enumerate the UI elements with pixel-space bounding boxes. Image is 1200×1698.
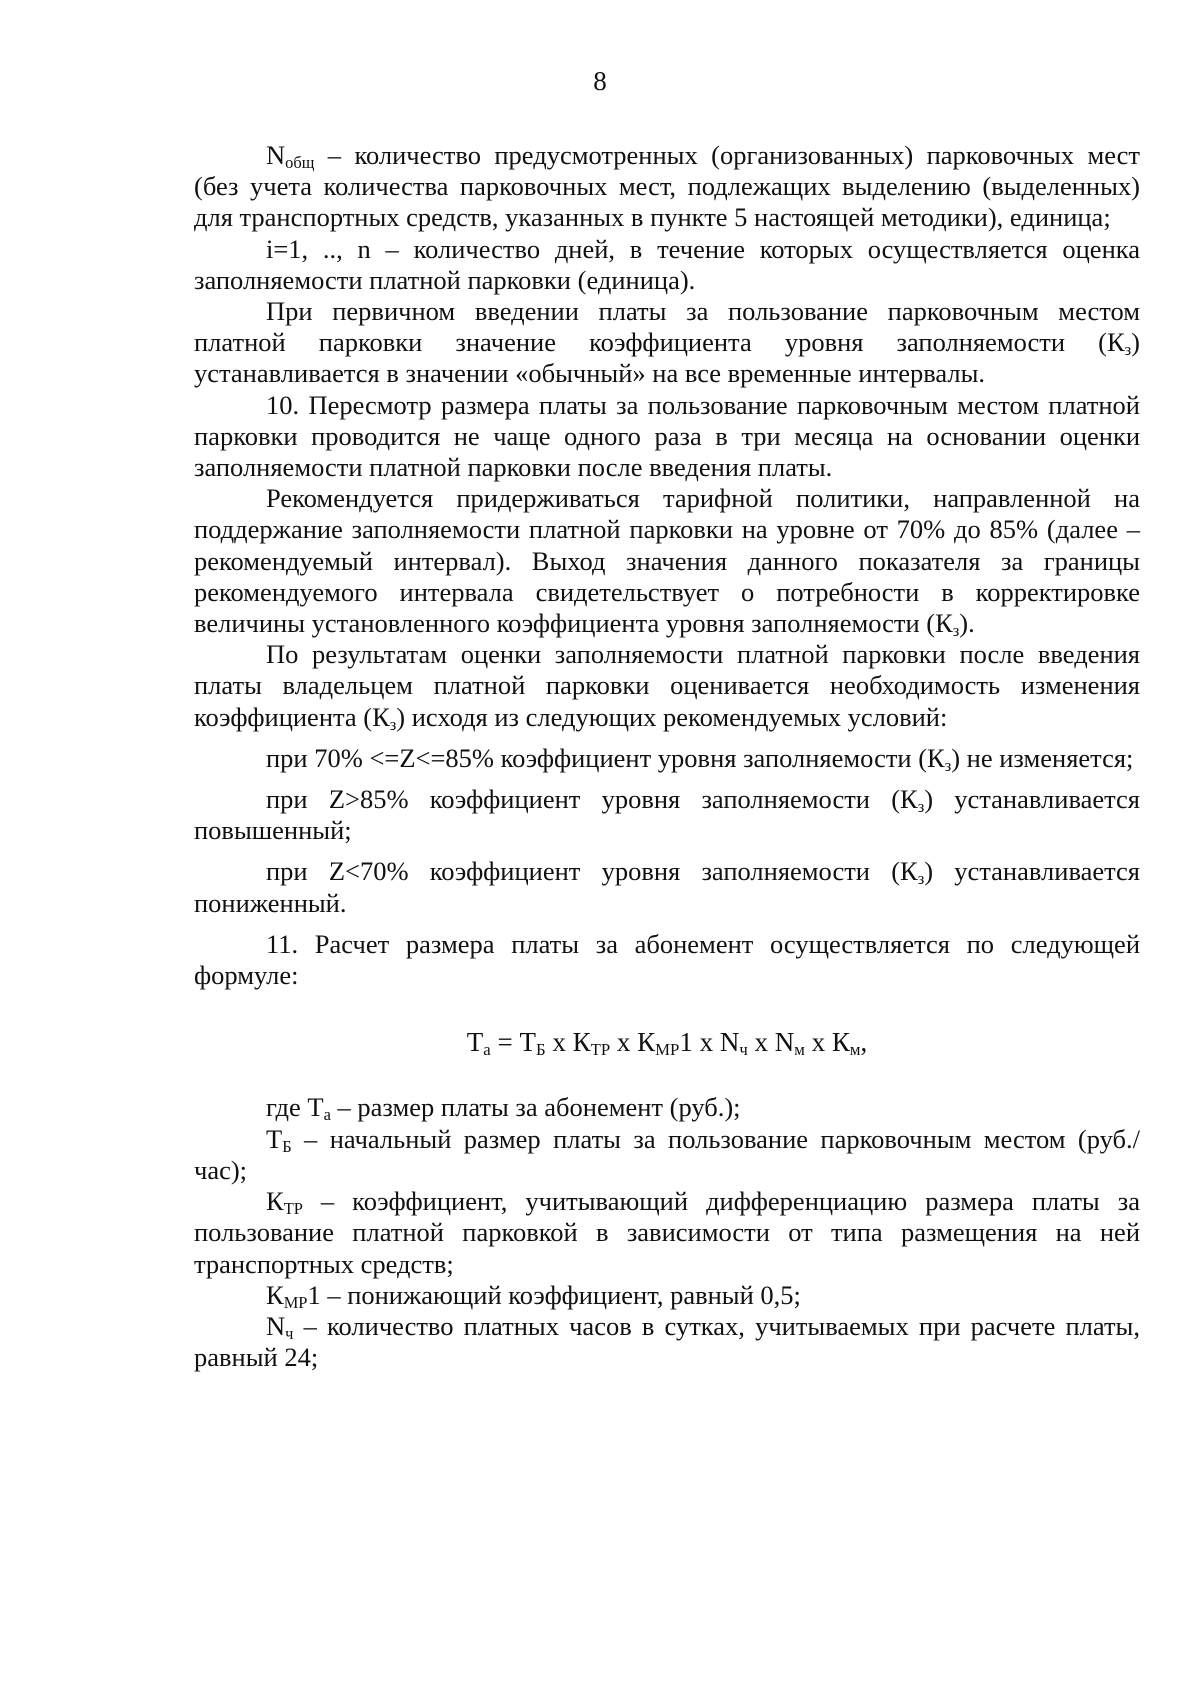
subscript: ч [739, 1040, 748, 1060]
document-body [194, 140, 1140, 1373]
text-run: 1 – понижающий коэффициент, равный 0,5; [307, 1279, 801, 1310]
text-run: – коэффициент, учитывающий дифференциацию размера платы за пользование платной парковкой в зависимости от типа размещения на ней транспортных средств; [194, 1186, 1140, 1279]
text-run: – количество предусмотренных (организованных) парковочных мест (без учета количества парковочных мест, подлежащих выделению (выделенных) для транспортных средств, указанных в пункте 5 настоящей методики), единица; [194, 140, 1140, 233]
paragraph-def_ktr [194, 1186, 1140, 1280]
subscript: з [952, 621, 960, 641]
text-run: N [266, 140, 286, 170]
text-run: х N [747, 1027, 795, 1058]
subscript: МР [283, 1292, 308, 1312]
text-run: – размер платы за абонемент (руб.); [330, 1092, 741, 1123]
text-run: при Z<70% коэффициент уровня заполняемости (К [266, 856, 918, 887]
subscript: ч [285, 1324, 294, 1343]
subscript: з [917, 869, 925, 889]
text-run: х К [804, 1027, 850, 1058]
subscript: Б [282, 1136, 292, 1156]
paragraph-cond_normal [194, 743, 1140, 774]
text-run: 1 х N [679, 1027, 740, 1058]
subscript: м [794, 1040, 805, 1060]
text-run: Т [466, 1027, 484, 1058]
text-run: При первичном введении платы за пользование парковочным местом платной парковки значение коэффициента уровня заполняемости (К [194, 296, 1140, 358]
text-run: х К [545, 1027, 591, 1058]
text-run: ) не изменяется; [951, 742, 1134, 773]
paragraph-cond_high [194, 784, 1140, 846]
text-run: ) устанавливается повышенный; [194, 784, 1140, 846]
text-run: – начальный размер платы за пользование парковочным местом (руб./час); [194, 1123, 1140, 1185]
text-run: По результатам оценки заполняемости платной парковки после введения платы владельцем платной парковки оценивается необходимость изменения коэффициента (К [194, 639, 1140, 732]
subscript: ТР [590, 1040, 611, 1060]
paragraph-recommended [194, 483, 1140, 639]
subscript: ТР [283, 1199, 303, 1219]
subscript: м [849, 1040, 861, 1060]
paragraph-def_tb [194, 1124, 1140, 1186]
paragraph-cond_low [194, 856, 1140, 918]
text-run: ). [959, 608, 975, 639]
text-run: , [860, 1027, 868, 1058]
text-run: = Т [490, 1027, 536, 1058]
paragraph-def_kmr [194, 1280, 1140, 1311]
text-run: Рекомендуется придерживаться тарифной политики, направленной на поддержание заполняемости платной парковки на уровне от 70% до 85% (далее – рекомендуемый интервал). Выход значения данного показателя за границы рекомендуемого интервала свидетельствует о потребности в корректировке величины установленного коэффициента уровня заполняемости (К [194, 483, 1140, 639]
paragraph-results [194, 639, 1140, 733]
paragraph-item11 [194, 929, 1140, 991]
formula [194, 1027, 1140, 1058]
text-run: ) исходя из следующих рекомендуемых условий: [396, 701, 948, 732]
subscript: з [389, 714, 397, 734]
text-run: – количество платных часов в сутках, учитываемых при расчете платы, равный 24; [194, 1310, 1140, 1373]
text-run: К [266, 1279, 284, 1310]
subscript: МР [655, 1040, 680, 1060]
page-number: 8 [593, 66, 607, 96]
subscript: з [917, 797, 925, 817]
subscript: общ [285, 153, 315, 173]
subscript: а [483, 1040, 491, 1060]
text-run: К [266, 1186, 284, 1217]
text-run: ) устанавливается пониженный. [194, 856, 1140, 918]
subscript: з [944, 755, 952, 775]
text-run: Т [266, 1123, 283, 1154]
text-run: N [266, 1310, 286, 1341]
subscript: Б [535, 1040, 546, 1060]
text-run: х К [610, 1027, 656, 1058]
text-run: при Z>85% коэффициент уровня заполняемости (К [266, 784, 918, 815]
text-run: при 70% <=Z<=85% коэффициент уровня заполняемости (К [266, 742, 945, 773]
text-run: 10. Пересмотр размера платы за пользование парковочным местом платной парковки проводится не чаще одного раза в три месяца на основании оценки заполняемости платной парковки после введения платы. [194, 389, 1140, 483]
text-run: где Т [266, 1092, 324, 1123]
paragraph-def_nch [194, 1311, 1140, 1373]
paragraph-n_total [194, 140, 1140, 234]
text-run: 11. Расчет размера платы за абонемент осуществляется по следующей формуле: [194, 928, 1140, 991]
paragraph-where_ta [194, 1092, 1140, 1123]
text-run: i=1, .., n – количество дней, в течение которых осуществляется оценка заполняемости платной парковки (единица). [194, 233, 1140, 295]
paragraph-item10 [194, 390, 1140, 484]
text-run: ) устанавливается в значении «обычный» на все временные интервалы. [194, 327, 1140, 389]
subscript: з [1124, 340, 1132, 360]
paragraph-initial_coef [194, 296, 1140, 390]
paragraph-i_days [194, 234, 1140, 296]
subscript: а [323, 1105, 331, 1125]
